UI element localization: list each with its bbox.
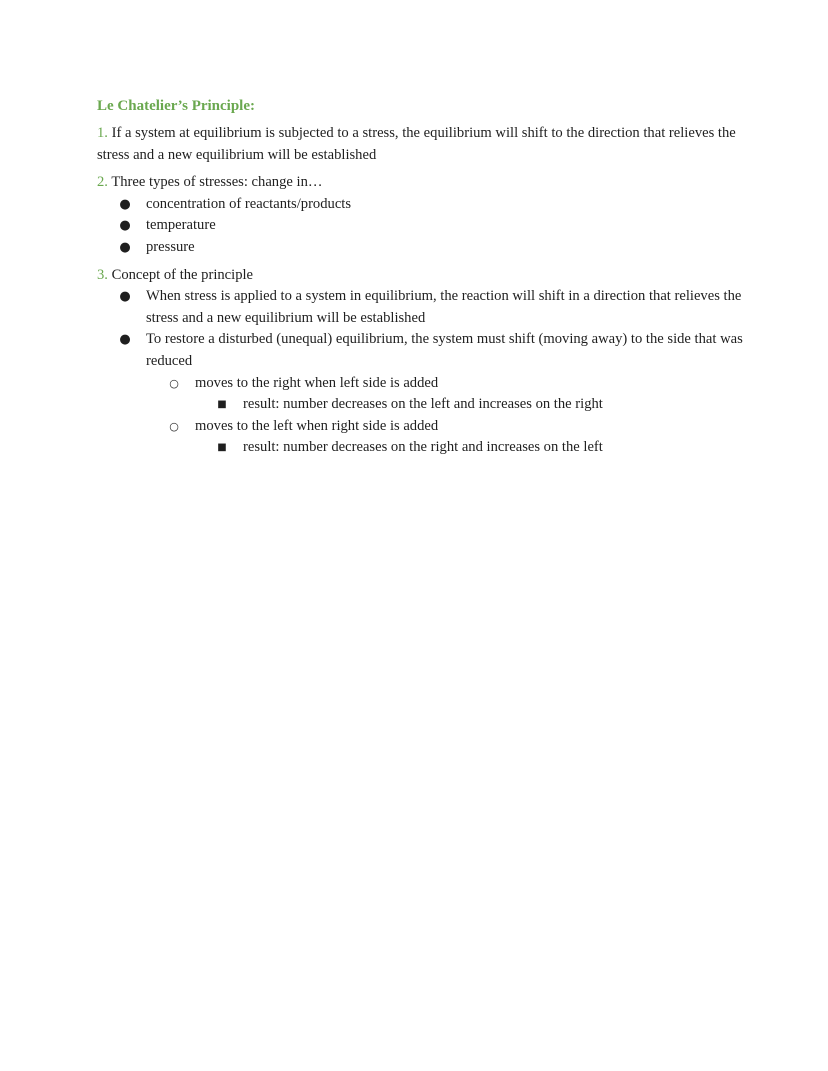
point-2-number: 2. (97, 174, 108, 191)
point-2-text: Three types of stresses: change in… (107, 174, 323, 191)
list-item (97, 329, 747, 372)
page-title: Le Chatelier’s Principle: (97, 98, 256, 114)
point-1 (97, 123, 747, 166)
list-item-text: result: number decreases on the right and increases on the left (243, 439, 603, 456)
point-3-number: 3. (97, 266, 108, 283)
list-item-text: temperature (146, 217, 216, 234)
list-item-text: concentration of reactants/products (146, 195, 352, 212)
concept-list (97, 286, 747, 459)
document-page (97, 95, 747, 459)
list-item (97, 215, 747, 237)
square-bullet-icon: ■ (217, 399, 227, 411)
disc-bullet-icon: ● (119, 196, 131, 212)
stress-types-list (97, 194, 747, 259)
list-item (97, 237, 747, 259)
point-1-number: 1. (97, 125, 108, 141)
list-item (97, 373, 747, 395)
point-3 (97, 265, 747, 459)
square-bullet-icon: ■ (217, 442, 227, 454)
list-item-text: pressure (146, 238, 195, 255)
circle-bullet-icon: ○ (169, 376, 179, 390)
list-item (97, 416, 747, 438)
disc-bullet-icon: ● (119, 289, 131, 305)
disc-bullet-icon: ● (119, 332, 131, 348)
list-item (97, 394, 747, 416)
list-item-text: moves to the left when right side is added (195, 417, 439, 434)
list-item-text: To restore a disturbed (unequal) equilibrium, the system must shift (moving away) to the side that was reduced (146, 331, 743, 369)
disc-bullet-icon: ● (119, 239, 131, 255)
point-2 (97, 172, 747, 258)
list-item-text: moves to the right when left side is added (195, 374, 439, 391)
list-item (97, 286, 747, 329)
point-3-text: Concept of the principle (107, 266, 254, 283)
list-item (97, 437, 747, 459)
list-item-text: When stress is applied to a system in equilibrium, the reaction will shift in a direction that relieves the stress and a new equilibrium will be established (146, 288, 742, 326)
list-item-text: result: number decreases on the left and increases on the right (243, 396, 603, 413)
circle-bullet-icon: ○ (169, 419, 179, 433)
disc-bullet-icon: ● (119, 218, 131, 234)
list-item (97, 194, 747, 216)
point-1-text: If a system at equilibrium is subjected to a stress, the equilibrium will shift to the direction that relieves the stress and a new equilibrium will be established (97, 125, 736, 163)
